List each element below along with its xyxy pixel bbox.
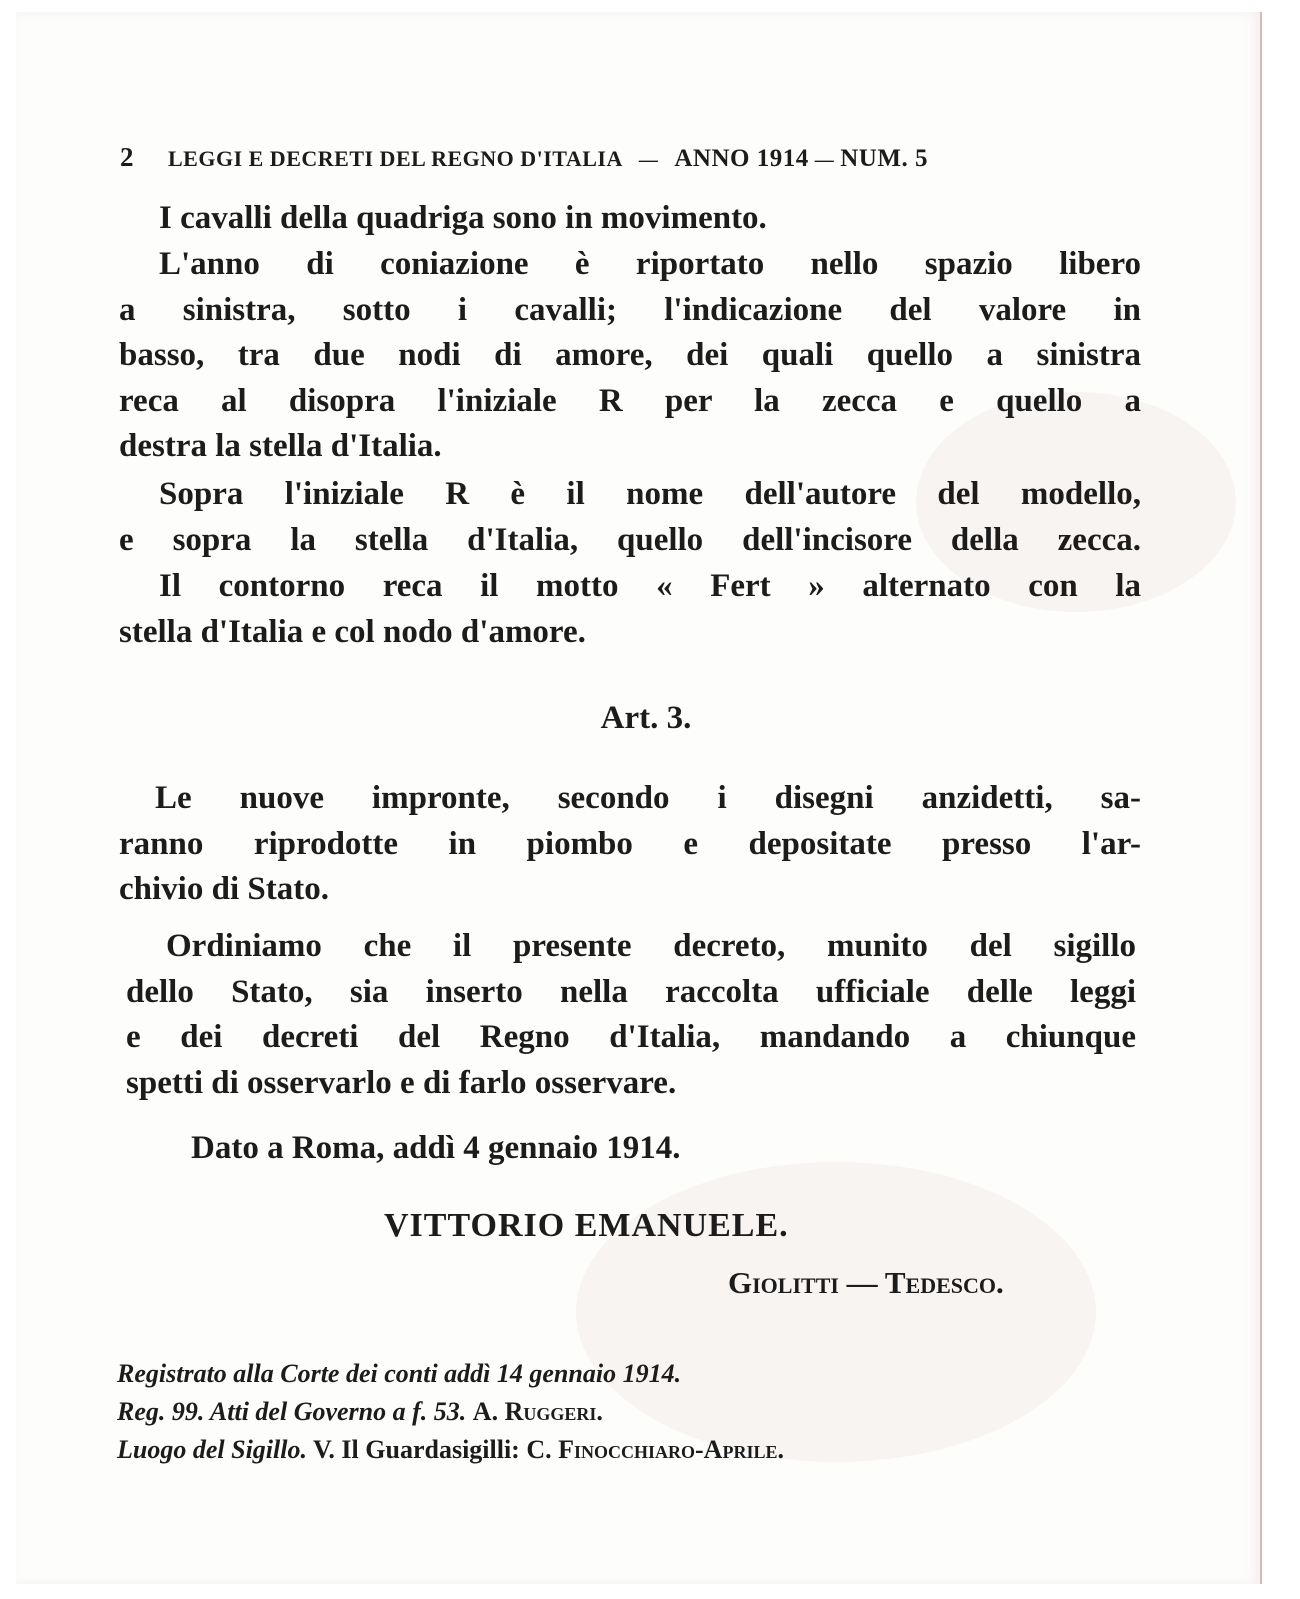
king-signature: VITTORIO EMANUELE. xyxy=(384,1207,789,1244)
running-head xyxy=(120,142,1080,173)
text-line: Sopra l'iniziale R è il nome dell'autore del modello, xyxy=(159,476,1141,512)
registration-note xyxy=(117,1355,784,1469)
paragraph-4 xyxy=(119,564,1141,655)
document-page xyxy=(16,12,1262,1584)
minister-signatures: Giolitti — Tedesco. xyxy=(728,1265,1004,1300)
text-line: e dei decreti del Regno d'Italia, mandando a chiunque xyxy=(126,1019,1136,1055)
text-line: spetti di osservarlo e di farlo osservare. xyxy=(126,1064,677,1101)
article-heading-text: Art. 3. xyxy=(600,700,692,736)
paragraph-6 xyxy=(126,924,1136,1106)
text-line: dello Stato, sia inserto nella raccolta ufficiale delle leggi xyxy=(126,973,1136,1010)
registration-line-2-text: Reg. 99. Atti del Governo a f. 53. xyxy=(117,1397,467,1426)
running-head-dash: — xyxy=(814,150,835,171)
running-head-year: ANNO 1914 xyxy=(674,145,809,172)
text-line: destra la stella d'Italia. xyxy=(119,428,442,464)
text-line: L'anno di coniazione è riportato nello spazio libero xyxy=(159,246,1141,282)
paragraph-1 xyxy=(119,196,1141,242)
guardasigilli-name: C. Finocchiaro-Aprile. xyxy=(526,1435,784,1464)
registration-line-1 xyxy=(117,1355,784,1393)
registration-line-2 xyxy=(117,1393,784,1431)
running-head-number: NUM. 5 xyxy=(840,145,928,172)
guardasigilli-label: V. Il Guardasigilli: xyxy=(313,1435,520,1464)
text-line: basso, tra due nodi di amore, dei quali quello a sinistra xyxy=(119,337,1141,373)
date-line: Dato a Roma, addì 4 gennaio 1914. xyxy=(191,1130,681,1166)
text-line: stella d'Italia e col nodo d'amore. xyxy=(119,613,586,650)
running-head-dash: — xyxy=(638,150,659,171)
text-line: I cavalli della quadriga sono in movimento. xyxy=(159,200,767,236)
text-line: chivio di Stato. xyxy=(119,871,329,907)
paragraph-5 xyxy=(119,776,1141,913)
page-number: 2 xyxy=(120,142,134,172)
text-line: e sopra la stella d'Italia, quello dell'incisore della zecca. xyxy=(119,521,1141,558)
article-heading xyxy=(16,700,1260,737)
running-head-title: LEGGI E DECRETI DEL REGNO D'ITALIA xyxy=(168,146,623,171)
paragraph-3 xyxy=(119,472,1141,563)
text-line: Il contorno reca il motto « Fert » alternato con la xyxy=(159,568,1141,604)
registration-line-1-text: Registrato alla Corte dei conti addì 14 gennaio 1914. xyxy=(117,1359,682,1388)
paragraph-2 xyxy=(119,242,1141,470)
text-line: reca al disopra l'iniziale R per la zecca e quello a xyxy=(119,382,1141,419)
registrar-name: A. Ruggeri. xyxy=(472,1397,603,1426)
text-line: ranno riprodotte in piombo e depositate presso l'ar- xyxy=(119,825,1141,862)
registration-line-3 xyxy=(117,1431,784,1469)
text-line: Ordiniamo che il presente decreto, munito del sigillo xyxy=(166,928,1136,964)
text-line: a sinistra, sotto i cavalli; l'indicazione del valore in xyxy=(119,291,1141,328)
registration-line-3-text: Luogo del Sigillo. xyxy=(117,1435,307,1464)
text-line: Le nuove impronte, secondo i disegni anzidetti, sa- xyxy=(155,780,1141,816)
